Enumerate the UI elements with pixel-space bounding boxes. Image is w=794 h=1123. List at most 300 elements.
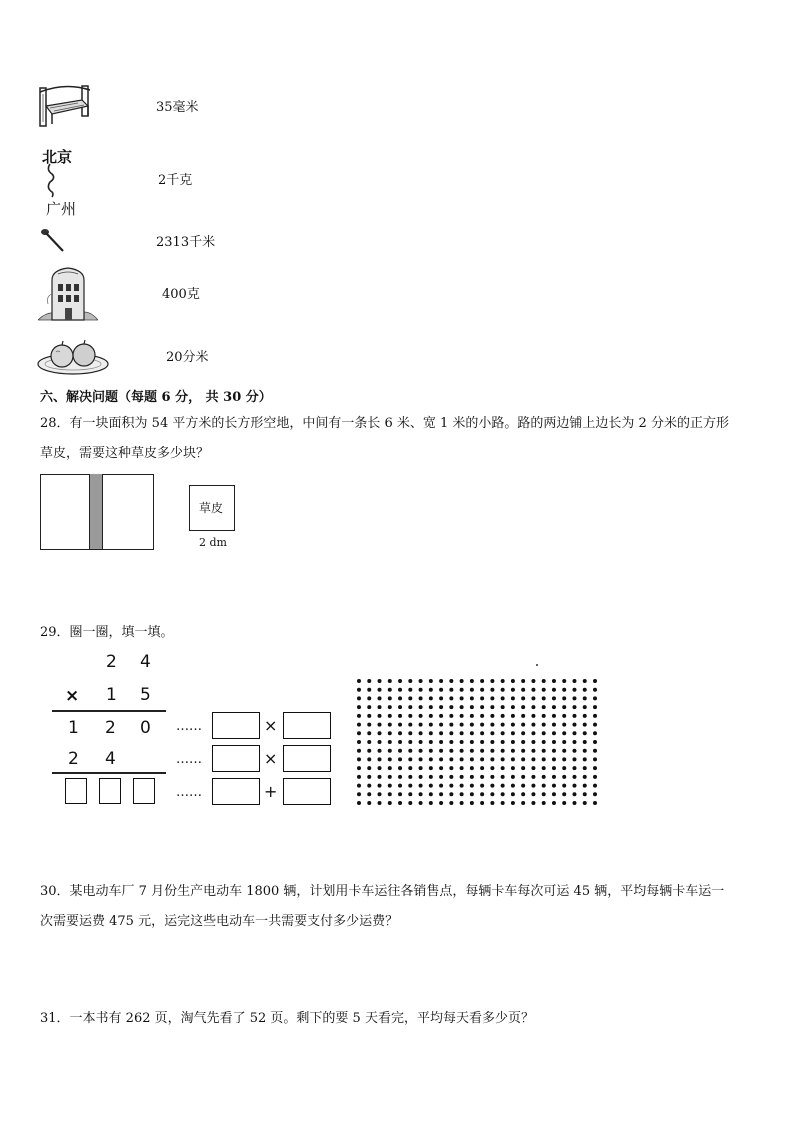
grid-dot bbox=[378, 723, 382, 727]
grid-dot bbox=[470, 757, 474, 761]
grid-dot bbox=[542, 696, 546, 700]
grid-dot bbox=[583, 696, 587, 700]
building-picture bbox=[38, 264, 98, 322]
grid-dot bbox=[501, 714, 505, 718]
grid-dot bbox=[593, 688, 597, 692]
grid-dot bbox=[408, 679, 412, 683]
grid-dot bbox=[593, 775, 597, 779]
grid-dot bbox=[388, 696, 392, 700]
grid-dot bbox=[367, 679, 371, 683]
grid-dot bbox=[470, 705, 474, 709]
grid-dot bbox=[429, 705, 433, 709]
grid-dot bbox=[490, 723, 494, 727]
grid-dot bbox=[572, 688, 576, 692]
grid-dot bbox=[419, 723, 423, 727]
fill-box-1a[interactable] bbox=[212, 712, 260, 739]
grid-dot bbox=[367, 696, 371, 700]
grid-dot bbox=[572, 740, 576, 744]
grid-dot bbox=[521, 723, 525, 727]
grid-dot bbox=[583, 749, 587, 753]
grid-dot bbox=[542, 749, 546, 753]
partial1-tens: 2 bbox=[105, 718, 116, 738]
grid-dot bbox=[408, 784, 412, 788]
grid-dot bbox=[583, 792, 587, 796]
match-value-4: 400克 bbox=[162, 287, 200, 302]
grid-dot bbox=[470, 775, 474, 779]
grid-dot bbox=[449, 792, 453, 796]
grid-dot bbox=[572, 723, 576, 727]
grid-dot bbox=[429, 688, 433, 692]
grid-dot bbox=[378, 766, 382, 770]
grid-dot bbox=[378, 775, 382, 779]
grid-dot bbox=[531, 705, 535, 709]
grid-dot bbox=[542, 784, 546, 788]
grid-dot bbox=[398, 749, 402, 753]
grid-dot bbox=[480, 766, 484, 770]
grid-dot bbox=[429, 731, 433, 735]
grid-dot bbox=[439, 679, 443, 683]
grid-dot bbox=[449, 714, 453, 718]
grid-dot bbox=[398, 766, 402, 770]
grid-dot bbox=[378, 679, 382, 683]
grid-dot bbox=[408, 705, 412, 709]
grid-dot bbox=[408, 749, 412, 753]
grid-dot bbox=[521, 749, 525, 753]
grid-dot bbox=[501, 723, 505, 727]
grid-dot bbox=[460, 688, 464, 692]
grid-dot bbox=[439, 740, 443, 744]
grid-dot bbox=[583, 731, 587, 735]
nail-icon bbox=[40, 226, 66, 254]
grid-dot bbox=[593, 705, 597, 709]
dots-row-1: …… bbox=[176, 719, 202, 734]
grid-dot bbox=[490, 775, 494, 779]
grid-dot bbox=[419, 775, 423, 779]
grid-dot bbox=[572, 792, 576, 796]
q30-line1: 30．某电动车厂 7 月份生产电动车 1800 辆，计划用卡车运往各销售点，每辆卡车每次可运 45 辆，平均每辆卡车运一 bbox=[40, 884, 725, 899]
grid-dot bbox=[583, 784, 587, 788]
grid-dot bbox=[408, 731, 412, 735]
grid-dot bbox=[490, 679, 494, 683]
grid-dot bbox=[552, 705, 556, 709]
grid-dot bbox=[408, 696, 412, 700]
op-row-3: + bbox=[264, 782, 278, 801]
grid-dot bbox=[419, 784, 423, 788]
grid-dot bbox=[490, 801, 494, 805]
grid-dot bbox=[398, 731, 402, 735]
grid-dot bbox=[531, 723, 535, 727]
grid-dot bbox=[562, 757, 566, 761]
grid-dot bbox=[542, 757, 546, 761]
grid-dot bbox=[470, 766, 474, 770]
grid-dot bbox=[572, 679, 576, 683]
grid-dot bbox=[531, 714, 535, 718]
grid-dot bbox=[521, 731, 525, 735]
grid-dot bbox=[419, 792, 423, 796]
grid-dot bbox=[511, 723, 515, 727]
dots-row-3: …… bbox=[176, 785, 202, 800]
grid-dot bbox=[367, 714, 371, 718]
grid-dot bbox=[449, 784, 453, 788]
grid-dot bbox=[367, 749, 371, 753]
grid-dot bbox=[501, 749, 505, 753]
grid-dot bbox=[562, 792, 566, 796]
multiplicand-ones: 4 bbox=[140, 652, 151, 672]
grid-dot bbox=[511, 714, 515, 718]
grid-dot bbox=[521, 696, 525, 700]
grid-dot bbox=[521, 792, 525, 796]
grid-dot bbox=[511, 757, 515, 761]
grid-dot bbox=[501, 766, 505, 770]
grid-dot bbox=[572, 784, 576, 788]
grid-dot bbox=[593, 784, 597, 788]
grid-dot bbox=[367, 775, 371, 779]
grid-dot bbox=[552, 792, 556, 796]
grid-dot bbox=[460, 731, 464, 735]
grid-dot bbox=[593, 679, 597, 683]
grid-dot bbox=[398, 801, 402, 805]
grid-dot bbox=[367, 784, 371, 788]
grid-dot bbox=[511, 696, 515, 700]
grid-dot bbox=[357, 757, 361, 761]
stray-mark bbox=[536, 664, 538, 666]
grid-dot bbox=[419, 714, 423, 718]
grid-dot bbox=[470, 740, 474, 744]
match-value-5: 20分米 bbox=[166, 350, 209, 365]
nail-picture bbox=[40, 226, 66, 254]
grid-dot bbox=[357, 766, 361, 770]
grid-dot bbox=[429, 757, 433, 761]
grid-dot bbox=[542, 723, 546, 727]
apples-plate-icon bbox=[36, 338, 110, 376]
grid-dot bbox=[562, 740, 566, 744]
grid-dot bbox=[449, 679, 453, 683]
grid-dot bbox=[419, 731, 423, 735]
grid-dot bbox=[552, 688, 556, 692]
grid-dot bbox=[490, 757, 494, 761]
grid-dot bbox=[388, 714, 392, 718]
grid-dot bbox=[460, 679, 464, 683]
fill-box-3b[interactable] bbox=[283, 778, 331, 805]
grid-dot bbox=[419, 766, 423, 770]
grid-dot bbox=[408, 801, 412, 805]
grid-dot bbox=[552, 784, 556, 788]
apples-picture bbox=[36, 338, 110, 376]
grid-dot bbox=[388, 749, 392, 753]
grid-dot bbox=[398, 784, 402, 788]
multiplier-ones: 5 bbox=[140, 685, 151, 705]
grid-dot bbox=[552, 749, 556, 753]
grid-dot bbox=[408, 757, 412, 761]
grid-dot bbox=[562, 705, 566, 709]
multiply-sign: × bbox=[65, 686, 80, 706]
fill-box-1b[interactable] bbox=[283, 712, 331, 739]
grid-dot bbox=[460, 757, 464, 761]
grid-dot bbox=[439, 792, 443, 796]
grid-dot bbox=[521, 705, 525, 709]
grid-dot bbox=[480, 775, 484, 779]
grid-dot bbox=[490, 740, 494, 744]
partial1-ones: 0 bbox=[140, 718, 151, 738]
grid-dot bbox=[562, 801, 566, 805]
grass-tile-label: 草皮 bbox=[199, 501, 224, 515]
grid-dot bbox=[388, 723, 392, 727]
grid-dot bbox=[449, 731, 453, 735]
grid-dot bbox=[521, 766, 525, 770]
grid-dot bbox=[480, 792, 484, 796]
grid-dot bbox=[460, 775, 464, 779]
grid-dot bbox=[367, 731, 371, 735]
grid-dot bbox=[429, 714, 433, 718]
grid-dot bbox=[531, 766, 535, 770]
match-value-1: 35毫米 bbox=[156, 100, 199, 115]
grid-dot bbox=[449, 688, 453, 692]
grid-dot bbox=[429, 792, 433, 796]
grid-dot bbox=[419, 749, 423, 753]
grid-dot bbox=[429, 775, 433, 779]
grid-dot bbox=[593, 757, 597, 761]
grid-dot bbox=[357, 705, 361, 709]
grid-dot bbox=[572, 696, 576, 700]
grid-dot bbox=[572, 757, 576, 761]
grid-dot bbox=[398, 696, 402, 700]
grid-dot bbox=[357, 723, 361, 727]
grid-dot bbox=[439, 714, 443, 718]
fill-box-2b[interactable] bbox=[283, 745, 331, 772]
grid-dot bbox=[357, 792, 361, 796]
building-icon bbox=[38, 264, 98, 322]
grid-dot bbox=[542, 705, 546, 709]
grid-dot bbox=[562, 766, 566, 770]
calc-line-1 bbox=[52, 710, 166, 712]
grid-dot bbox=[511, 749, 515, 753]
grid-dot bbox=[429, 801, 433, 805]
match-value-2: 2千克 bbox=[158, 173, 193, 188]
grid-dot bbox=[583, 775, 587, 779]
grid-dot bbox=[521, 784, 525, 788]
grid-dot bbox=[357, 784, 361, 788]
q28-line1: 28．有一块面积为 54 平方米的长方形空地，中间有一条长 6 米、宽 1 米的小路。路的两边铺上边长为 2 分米的正方形 bbox=[40, 416, 729, 431]
grid-dot bbox=[562, 775, 566, 779]
grid-dot bbox=[562, 723, 566, 727]
grid-dot bbox=[501, 688, 505, 692]
grid-dot bbox=[593, 792, 597, 796]
grid-dot bbox=[480, 749, 484, 753]
grid-dot bbox=[552, 766, 556, 770]
grid-dot bbox=[511, 731, 515, 735]
grid-dot bbox=[583, 723, 587, 727]
grid-dot bbox=[388, 775, 392, 779]
grid-dot bbox=[542, 801, 546, 805]
q28-line2: 草皮，需要这种草皮多少块？ bbox=[40, 446, 210, 461]
grid-dot bbox=[511, 688, 515, 692]
grid-dot bbox=[419, 740, 423, 744]
grid-dot bbox=[490, 696, 494, 700]
grid-dot bbox=[521, 688, 525, 692]
grid-dot bbox=[357, 775, 361, 779]
grid-dot bbox=[480, 801, 484, 805]
answer-box-ones[interactable] bbox=[133, 778, 155, 804]
grid-dot bbox=[501, 757, 505, 761]
grid-dot bbox=[357, 679, 361, 683]
grid-dot bbox=[388, 679, 392, 683]
grid-dot bbox=[408, 775, 412, 779]
grid-dot bbox=[531, 679, 535, 683]
field-rectangle-diagram bbox=[40, 474, 154, 550]
grid-dot bbox=[378, 688, 382, 692]
grid-dot bbox=[501, 679, 505, 683]
grid-dot bbox=[531, 688, 535, 692]
grid-dot bbox=[542, 731, 546, 735]
q29-prompt: 29．圈一圈，填一填。 bbox=[40, 625, 174, 640]
answer-box-tens[interactable] bbox=[99, 778, 121, 804]
grid-dot bbox=[572, 749, 576, 753]
route-map-picture bbox=[40, 144, 80, 216]
grid-dot bbox=[470, 696, 474, 700]
grid-dot bbox=[542, 679, 546, 683]
fill-box-3a[interactable] bbox=[212, 778, 260, 805]
grid-dot bbox=[583, 679, 587, 683]
grid-dot bbox=[439, 749, 443, 753]
grid-dot bbox=[490, 731, 494, 735]
calc-line-2 bbox=[52, 772, 166, 774]
op-row-1: × bbox=[264, 716, 278, 735]
grid-dot bbox=[562, 714, 566, 718]
grid-dot bbox=[429, 749, 433, 753]
grid-dot bbox=[490, 688, 494, 692]
map-label-beijing: 北京 bbox=[42, 148, 73, 166]
grid-dot bbox=[480, 705, 484, 709]
grid-dot bbox=[480, 723, 484, 727]
grid-dot bbox=[470, 784, 474, 788]
fill-box-2a[interactable] bbox=[212, 745, 260, 772]
grid-dot bbox=[388, 757, 392, 761]
grid-dot bbox=[367, 757, 371, 761]
grid-dot bbox=[439, 801, 443, 805]
grid-dot bbox=[398, 757, 402, 761]
grid-dot bbox=[388, 740, 392, 744]
grid-dot bbox=[398, 679, 402, 683]
grid-dot bbox=[439, 757, 443, 761]
grid-dot bbox=[531, 792, 535, 796]
grid-dot bbox=[562, 679, 566, 683]
grid-dot bbox=[511, 679, 515, 683]
grid-dot bbox=[460, 705, 464, 709]
grid-dot bbox=[439, 696, 443, 700]
grid-dot bbox=[531, 740, 535, 744]
grid-dot bbox=[470, 731, 474, 735]
grid-dot bbox=[480, 679, 484, 683]
grid-dot bbox=[583, 705, 587, 709]
grid-dot bbox=[531, 731, 535, 735]
grid-dot bbox=[531, 696, 535, 700]
grid-dot bbox=[583, 740, 587, 744]
grid-dot bbox=[470, 723, 474, 727]
grid-dot bbox=[449, 723, 453, 727]
dot-grid[interactable] bbox=[356, 678, 598, 806]
grid-dot bbox=[419, 688, 423, 692]
grid-dot bbox=[460, 792, 464, 796]
grid-dot bbox=[378, 801, 382, 805]
grid-dot bbox=[449, 705, 453, 709]
q30-line2: 次需要运费 475 元，运完这些电动车一共需要支付多少运费？ bbox=[40, 914, 399, 929]
grid-dot bbox=[470, 714, 474, 718]
grid-dot bbox=[593, 801, 597, 805]
grid-dot bbox=[490, 714, 494, 718]
grid-dot bbox=[470, 801, 474, 805]
multiplicand-tens: 2 bbox=[106, 652, 117, 672]
grid-dot bbox=[552, 723, 556, 727]
grid-dot bbox=[490, 705, 494, 709]
grid-dot bbox=[439, 723, 443, 727]
grid-dot bbox=[593, 723, 597, 727]
grid-dot bbox=[583, 688, 587, 692]
grid-dot bbox=[429, 696, 433, 700]
grid-dot bbox=[552, 714, 556, 718]
grid-dot bbox=[511, 766, 515, 770]
grid-dot bbox=[583, 801, 587, 805]
grid-dot bbox=[357, 740, 361, 744]
grid-dot bbox=[501, 696, 505, 700]
grid-dot bbox=[480, 696, 484, 700]
grid-dot bbox=[419, 679, 423, 683]
grid-dot bbox=[419, 696, 423, 700]
grid-dot bbox=[511, 801, 515, 805]
grid-dot bbox=[460, 801, 464, 805]
grid-dot bbox=[388, 801, 392, 805]
grid-dot bbox=[552, 775, 556, 779]
grid-dot bbox=[460, 740, 464, 744]
grid-dot bbox=[593, 696, 597, 700]
grid-dot bbox=[542, 775, 546, 779]
grid-dot bbox=[593, 731, 597, 735]
grid-dot bbox=[378, 714, 382, 718]
grid-dot bbox=[480, 688, 484, 692]
grid-dot bbox=[408, 792, 412, 796]
grid-dot bbox=[480, 731, 484, 735]
grid-dot bbox=[357, 731, 361, 735]
grid-dot bbox=[552, 696, 556, 700]
grid-dot bbox=[490, 749, 494, 753]
grid-dot bbox=[449, 766, 453, 770]
grid-dot bbox=[583, 714, 587, 718]
grid-dot bbox=[511, 775, 515, 779]
route-line-icon bbox=[40, 162, 80, 198]
grid-dot bbox=[378, 705, 382, 709]
answer-box-hundreds[interactable] bbox=[65, 778, 87, 804]
grid-dot bbox=[367, 688, 371, 692]
op-row-2: × bbox=[264, 749, 278, 768]
grid-dot bbox=[378, 792, 382, 796]
grid-dot bbox=[552, 740, 556, 744]
grid-dot bbox=[521, 757, 525, 761]
grid-dot bbox=[501, 784, 505, 788]
grid-dot bbox=[542, 740, 546, 744]
grid-dot bbox=[378, 740, 382, 744]
grid-dot bbox=[439, 784, 443, 788]
grid-dot bbox=[501, 705, 505, 709]
grid-dot bbox=[398, 705, 402, 709]
grid-dot bbox=[439, 766, 443, 770]
grid-dot bbox=[449, 775, 453, 779]
grid-dot bbox=[531, 757, 535, 761]
grid-dot bbox=[449, 740, 453, 744]
grid-dot bbox=[398, 688, 402, 692]
grid-dot bbox=[449, 801, 453, 805]
grid-dot bbox=[367, 766, 371, 770]
grid-dot bbox=[367, 723, 371, 727]
partial1-hundreds: 1 bbox=[68, 718, 79, 738]
